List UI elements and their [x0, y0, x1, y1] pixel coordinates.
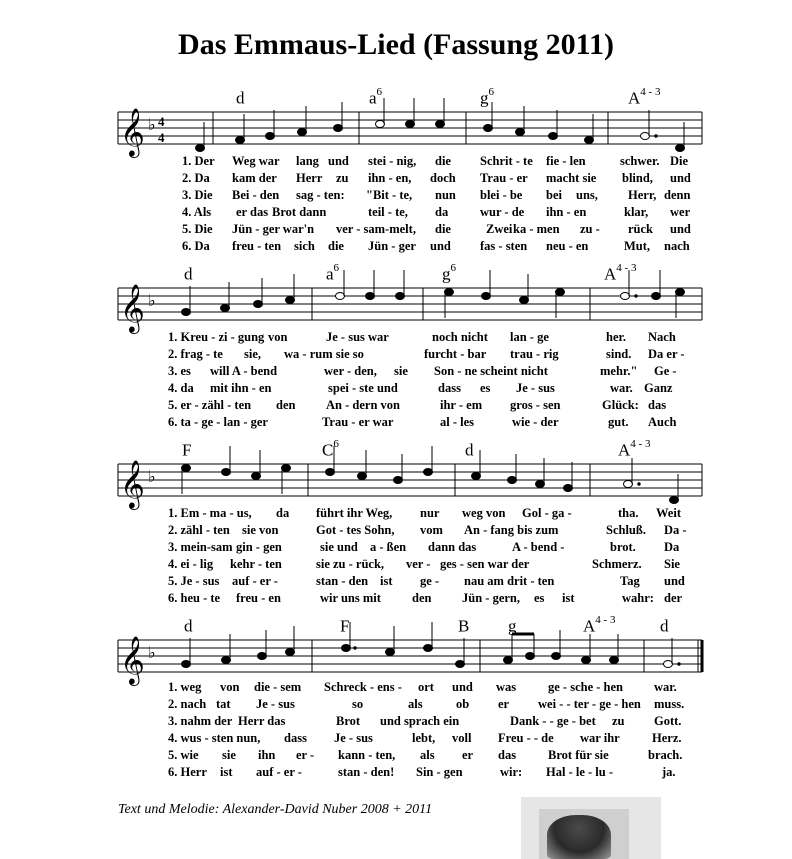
lyric: und [328, 154, 349, 168]
lyric: ver - sam-melt, [336, 222, 416, 236]
lyric: er [462, 748, 474, 762]
lyric: 2. zähl - ten [168, 523, 230, 537]
lyric: sie, [244, 347, 262, 361]
lyric: war ihr [580, 731, 620, 745]
verse-line [0, 540, 792, 557]
lyric: es [534, 591, 545, 605]
lyric: Zwei [486, 222, 513, 236]
lyric: nau am drit - ten [464, 574, 555, 588]
lyric: sie [222, 748, 236, 762]
tree-photo [521, 797, 661, 859]
lyric: 5. Je - sus [168, 574, 220, 588]
lyric: 6. Herr [168, 765, 207, 779]
chord: d [465, 440, 474, 460]
lyric: er [498, 697, 510, 711]
lyric: Brot dann [272, 205, 327, 219]
lyric: Dank - - ge - bet [510, 714, 596, 728]
lyric: 3. es [168, 364, 191, 378]
lyric: Trau - er [480, 171, 528, 185]
chord: $A^{4 - 3}$ [583, 614, 616, 636]
lyric: ist [380, 574, 393, 588]
lyric: Ge - [654, 364, 677, 378]
lyric: klar, [624, 205, 649, 219]
lyric: sie zu - rück, [316, 557, 385, 571]
lyric: noch nicht [432, 330, 488, 344]
lyric: Trau - er war [322, 415, 394, 429]
lyric: wahr: [622, 591, 654, 605]
lyric: 4. da [168, 381, 194, 395]
lyric: Brot für sie [548, 748, 609, 762]
lyric: al - les [440, 415, 475, 429]
lyric: kam der [232, 171, 277, 185]
lyric: das [498, 748, 517, 762]
lyric: Schreck - ens - [324, 680, 402, 694]
lyric: Got - tes Sohn, [316, 523, 395, 537]
lyric: und [670, 222, 691, 236]
lyric: dass [284, 731, 307, 745]
lyric: ist [562, 591, 575, 605]
lyric: die [435, 154, 451, 168]
verse-line [0, 205, 792, 222]
chord: d [236, 88, 245, 108]
lyric: rück [628, 222, 653, 236]
lyric: weg von [462, 506, 506, 520]
lyric: Freu - - de [498, 731, 554, 745]
lyric: Hal - le - lu - [546, 765, 614, 779]
lyric: a - ßen [370, 540, 407, 554]
lyric: fie - len [546, 154, 586, 168]
lyric: wur - de [480, 205, 525, 219]
verse-line [0, 222, 792, 239]
verse-line [0, 154, 792, 171]
lyric: wer - den, [324, 364, 377, 378]
chord: $A^{4 - 3}$ [604, 262, 637, 284]
lyric: ihn - en [546, 205, 587, 219]
lyric: da [435, 205, 449, 219]
lyric: teil - te, [368, 205, 408, 219]
credit-line: Text und Melodie: Alexander-David Nuber 2008 + 2011 [118, 802, 433, 817]
chord: $C^6$ [322, 438, 339, 460]
lyric: Auch [648, 415, 677, 429]
lyric: von [220, 680, 240, 694]
lyric: 4. ei - lig [168, 557, 214, 571]
lyric: was [496, 680, 517, 694]
lyric: muss. [654, 697, 685, 711]
lyric: Da [664, 540, 680, 554]
flat-icon: ♭ [148, 467, 156, 486]
lyric: 6. heu - te [168, 591, 221, 605]
lyric: auf - er - [232, 574, 278, 588]
lyric: Weit [656, 506, 681, 520]
lyric: zu [336, 171, 349, 185]
treble-clef-icon: 𝄞 [120, 459, 145, 508]
lyric: furcht - bar [424, 347, 487, 361]
lyric: ihr - em [440, 398, 483, 412]
lyric: lang [296, 154, 319, 168]
lyric: Jün - ger [368, 239, 416, 253]
lyric: war. [610, 381, 633, 395]
lyric: sie und [320, 540, 358, 554]
lyric: wei - - ter - ge - hen [538, 697, 641, 711]
lyric: neu - en [546, 239, 589, 253]
lyric: 3. mein-sam [168, 540, 233, 554]
lyric: Da er - [648, 347, 685, 361]
verse-line [0, 171, 792, 188]
lyric: zu - [580, 222, 600, 236]
lyric: nun [435, 188, 456, 202]
lyric: Gott. [654, 714, 682, 728]
verse-line [0, 381, 792, 398]
lyric: Herr [296, 171, 323, 185]
lyric: Schmerz. [592, 557, 642, 571]
lyric: als [408, 697, 423, 711]
lyric: ist [220, 765, 233, 779]
lyric: und [670, 171, 691, 185]
flat-icon: ♭ [148, 643, 156, 662]
lyric: ver - [406, 557, 431, 571]
lyric: das [648, 398, 667, 412]
lyric: ob [456, 697, 470, 711]
lyric: Ganz [644, 381, 673, 395]
lyric: lan - ge [510, 330, 549, 344]
verse-line [0, 697, 792, 714]
lyric: wa - rum sie so [284, 347, 364, 361]
lyric: An - dern von [326, 398, 400, 412]
lyric: wir: [500, 765, 523, 779]
song-title: Das Emmaus-Lied (Fassung 2011) [178, 28, 614, 61]
lyric: 3. nahm der [168, 714, 233, 728]
chord: $g^6$ [480, 86, 494, 108]
lyric: Herz. [652, 731, 682, 745]
lyric: von [268, 330, 288, 344]
lyric: Glück: [602, 398, 639, 412]
verse-line [0, 574, 792, 591]
lyric: Schrit - te [480, 154, 533, 168]
lyric: kann - ten, [338, 748, 396, 762]
treble-clef-icon: 𝄞 [120, 635, 145, 684]
lyric: Sie [664, 557, 680, 571]
lyric: ges - sen war der [440, 557, 530, 571]
lyric: ja. [662, 765, 676, 779]
lyric: war. [654, 680, 677, 694]
lyric: stei - nig, [368, 154, 417, 168]
treble-clef-icon: 𝄞 [120, 283, 145, 332]
lyric: 5. Die [182, 222, 213, 236]
lyric: 6. Da [182, 239, 210, 253]
chord: $a^6$ [369, 86, 383, 108]
lyric: Tag [620, 574, 640, 588]
lyric: 2. Da [182, 171, 210, 185]
chord: d [184, 264, 193, 284]
flat-icon: ♭ [148, 115, 156, 134]
lyric: denn [664, 188, 691, 202]
lyric: Jün - gern, [462, 591, 520, 605]
lyric: die - sem [254, 680, 302, 694]
lyric: so [352, 697, 364, 711]
lyric: dann das [428, 540, 477, 554]
flat-icon: ♭ [148, 291, 156, 310]
verse-line [0, 398, 792, 415]
chord: F [340, 616, 350, 636]
lyric: wie - der [512, 415, 559, 429]
lyric: der [664, 591, 683, 605]
verse-line [0, 591, 792, 608]
lyric: 5. er - zähl - ten [168, 398, 252, 412]
lyric: ge - sche - hen [548, 680, 623, 694]
verse-line [0, 731, 792, 748]
lyric: sich [294, 239, 315, 253]
lyric: 3. Die [182, 188, 213, 202]
verse-line [0, 714, 792, 731]
verse-line [0, 748, 792, 765]
lyric: auf - er - [256, 765, 302, 779]
lyric: A - bend - [512, 540, 565, 554]
lyric: brach. [648, 748, 683, 762]
lyric: freu - en [236, 591, 281, 605]
lyric: da [276, 506, 290, 520]
lyric: Schluß. [606, 523, 646, 537]
verse-line [0, 680, 792, 697]
lyric: trau - rig [510, 347, 559, 361]
lyric: Sin - gen [416, 765, 463, 779]
lyric: nur [420, 506, 440, 520]
lyric: die [328, 239, 344, 253]
lyric: ihn - en, [368, 171, 412, 185]
lyric: fas - sten [480, 239, 528, 253]
lyric: Je - sus [334, 731, 373, 745]
lyric: führt ihr Weg, [316, 506, 393, 520]
chord: $g^6$ [442, 262, 456, 284]
tree-icon [547, 815, 611, 859]
lyric: schwer. [620, 154, 660, 168]
lyric: bei [546, 188, 562, 202]
lyric: doch [430, 171, 456, 185]
lyric: wir uns mit [320, 591, 381, 605]
chord: B [458, 616, 470, 636]
verse-line [0, 523, 792, 540]
treble-clef-icon: 𝄞 [120, 107, 145, 156]
lyric: blei - be [480, 188, 523, 202]
lyric: tha. [618, 506, 639, 520]
lyric: ort [418, 680, 434, 694]
lyric: es [480, 381, 491, 395]
chord: d [660, 616, 669, 636]
lyric: stan - den [316, 574, 369, 588]
lyric: Je - sus war [326, 330, 389, 344]
lyric: freu - ten [232, 239, 282, 253]
lyric: den [276, 398, 296, 412]
lyric: spei - ste und [328, 381, 398, 395]
lyric: Mut, [624, 239, 651, 253]
lyric: Jün - ger war'n [232, 222, 315, 236]
chord: F [182, 440, 192, 460]
lyric: dass [438, 381, 461, 395]
lyric: 6. ta - ge - lan - ger [168, 415, 268, 429]
lyric: und sprach ein [380, 714, 460, 728]
verse-line [0, 415, 792, 432]
lyric: er - [296, 748, 315, 762]
lyric: Weg war [232, 154, 280, 168]
chord: g [508, 616, 517, 636]
lyric: Herr das [238, 714, 286, 728]
lyric: sag - ten: [296, 188, 345, 202]
svg-text:4: 4 [158, 130, 165, 145]
lyric: gut. [608, 415, 629, 429]
lyric: gin - gen [236, 540, 282, 554]
lyric: nach [664, 239, 690, 253]
lyric: ge - [420, 574, 440, 588]
lyric: sie von [242, 523, 279, 537]
lyric: ka - men [513, 222, 560, 236]
lyric: Son - ne scheint nicht [434, 364, 548, 378]
lyric: kehr - ten [230, 557, 282, 571]
lyric: 4. Als [182, 205, 212, 219]
lyric: gros - sen [510, 398, 561, 412]
lyric: voll [452, 731, 472, 745]
verse-line [0, 347, 792, 364]
lyric: sind. [606, 347, 632, 361]
lyric: und [452, 680, 473, 694]
lyric: und [664, 574, 685, 588]
verse-line [0, 364, 792, 381]
lyric: 2. nach [168, 697, 207, 711]
chord: d [184, 616, 193, 636]
lyric: 4. wus - sten nun, [168, 731, 261, 745]
lyric: will A - bend [210, 364, 278, 378]
time-signature: 4 [158, 114, 165, 129]
lyric: vom [420, 523, 443, 537]
lyric: macht sie [546, 171, 597, 185]
lyric: 1. Der [182, 154, 215, 168]
lyric: Je - sus [516, 381, 555, 395]
verse-line [0, 506, 792, 523]
chord: $A^{4 - 3}$ [628, 86, 661, 108]
lyric: blind, [622, 171, 653, 185]
chord: $A^{4 - 3}$ [618, 438, 651, 460]
lyric: 1. Kreu - zi - gung [168, 330, 265, 344]
lyric: Bei - den [232, 188, 280, 202]
verse-line [0, 188, 792, 205]
lyric: An - fang bis zum [464, 523, 559, 537]
lyric: sie [394, 364, 408, 378]
lyric: uns, [576, 188, 598, 202]
lyric: und [430, 239, 451, 253]
lyric: Die [670, 154, 689, 168]
lyric: mit ihn - en [210, 381, 272, 395]
verse-line [0, 557, 792, 574]
lyric: zu [612, 714, 625, 728]
lyric: Brot [336, 714, 361, 728]
lyric: 1. Em - ma - us, [168, 506, 252, 520]
lyric: die [435, 222, 451, 236]
lyric: als [420, 748, 435, 762]
lyric: her. [606, 330, 627, 344]
lyric: den [412, 591, 432, 605]
chord: $a^6$ [326, 262, 340, 284]
lyric: Da - [664, 523, 687, 537]
lyric: stan - den! [338, 765, 395, 779]
lyric: er das [236, 205, 269, 219]
lyric: 2. frag - te [168, 347, 223, 361]
lyric: wer [670, 205, 691, 219]
lyric: Je - sus [256, 697, 295, 711]
lyric: tat [216, 697, 231, 711]
lyric: ihn [258, 748, 276, 762]
lyric: lebt, [412, 731, 436, 745]
lyric: Nach [648, 330, 676, 344]
verse-line [0, 239, 792, 256]
verse-line [0, 765, 792, 782]
lyric: "Bit - te, [366, 188, 413, 202]
lyric: mehr." [600, 364, 638, 378]
lyric: 1. weg [168, 680, 202, 694]
lyric: Herr, [628, 188, 657, 202]
verse-line [0, 330, 792, 347]
lyric: brot. [610, 540, 636, 554]
lyric: Gol - ga - [522, 506, 572, 520]
lyric: 5. wie [168, 748, 199, 762]
